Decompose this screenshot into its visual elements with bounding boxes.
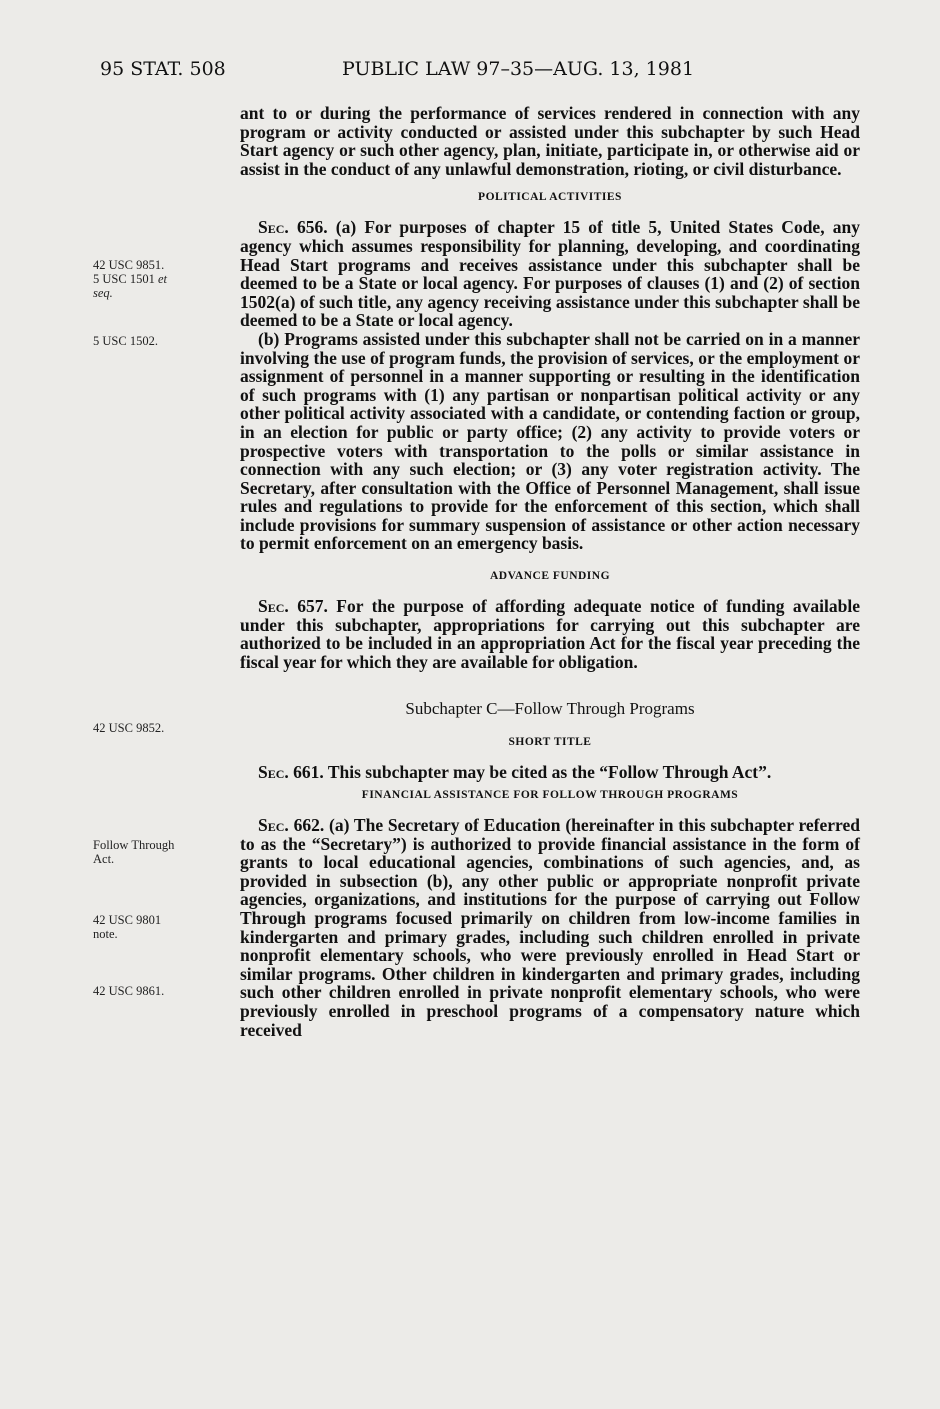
margin-note-follow-through-act: Follow Through Act.: [93, 838, 175, 866]
paragraph-continuation: ant to or during the performance of services rendered in connection with any program or activity conducted or assisted under this subchapter by such Head Start agency or such other agency, plan, initiate, participate in, or otherwise aid or assist in the conduct of any unlawful demonstration, rioting, or civil disturbance.: [240, 103, 860, 179]
section-661: Sec. 661. This subchapter may be cited as the “Follow Through Act”.: [258, 762, 772, 783]
section-662-a: Sec. 662. (a) The Secretary of Education (hereinafter in this subchapter referred to as the “Secretary”) is authorized to provide financial assistance in the form of grants to local educational agencies, combinations of such agencies, and, as provided in subsection (b), any other public or appropriate nonprofit private agencies, organizations, and institutions for the purpose of carrying out Follow Through programs focused primarily on children from low-income families in kindergarten and primary grades, including such children enrolled in private nonprofit elementary schools, who were previously enrolled in Head Start or similar programs. Other children in kindergarten and primary grades, including such other children enrolled in private nonprofit elementary schools, who were previously enrolled in preschool programs of a compensatory nature which received: [240, 815, 860, 1040]
page-header: [0, 58, 940, 88]
body-text: [240, 104, 860, 1039]
margin-note-9851: 42 USC 9851. 5 USC 1501 et seq.: [93, 258, 167, 300]
section-656-b: (b) Programs assisted under this subchapter shall not be carried on in a manner involving the use of program funds, the provision of services, or the employment or assignment of personnel in a manner supporting or resulting in the identification of such programs with (1) any partisan or nonpartisan political activity or any other political activity associated with a candidate, or contending faction or group, in an election for public or party office; (2) any activity to provide voters or prospective voters with transportation to the polls or similar assistance in connection with any such election; or (3) any voter registration activity. The Secretary, after consultation with the Office of Personnel Management, shall issue rules and regulations to provide for the enforcement of this section, which shall include provisions for summary suspension of assistance or other action necessary to permit enforcement on an emergency basis.: [240, 328, 860, 554]
public-law-title: PUBLIC LAW 97–35—AUG. 13, 1981: [342, 58, 695, 80]
margin-note-1502: 5 USC 1502.: [93, 334, 158, 348]
heading-advance-funding: ADVANCE FUNDING: [489, 570, 611, 583]
section-657: Sec. 657. For the purpose of affording adequate notice of funding available under this subchapter, appropriations for carrying out this subchapter are authorized to be included in an appropriation Act for the fiscal year preceding the fiscal year for which they are available for obligation.: [240, 596, 861, 672]
heading-political-activities: POLITICAL ACTIVITIES: [478, 191, 622, 204]
margin-note-9852: 42 USC 9852.: [93, 721, 165, 735]
section-656-a: Sec. 656. (a) For purposes of chapter 15 of title 5, United States Code, any agency which assumes responsibility for planning, developing, and coordinating Head Start programs and receives assistance under this subchapter shall be deemed to be a State or local agency. For purposes of clauses (1) and (2) of section 1502(a) of such title, any agency receiving assistance under this subchapter shall be deemed to be a State or local agency.: [240, 217, 860, 331]
margin-note-9801: 42 USC 9801 note.: [93, 913, 162, 941]
heading-short-title: SHORT TITLE: [508, 736, 592, 749]
subchapter-c-title: Subchapter C—Follow Through Programs: [405, 699, 695, 719]
heading-financial-assistance: FINANCIAL ASSISTANCE FOR FOLLOW THROUGH PROGRAMS: [361, 789, 739, 802]
statute-page-number: 95 STAT. 508: [100, 58, 226, 80]
margin-note-9861: 42 USC 9861.: [93, 984, 165, 998]
